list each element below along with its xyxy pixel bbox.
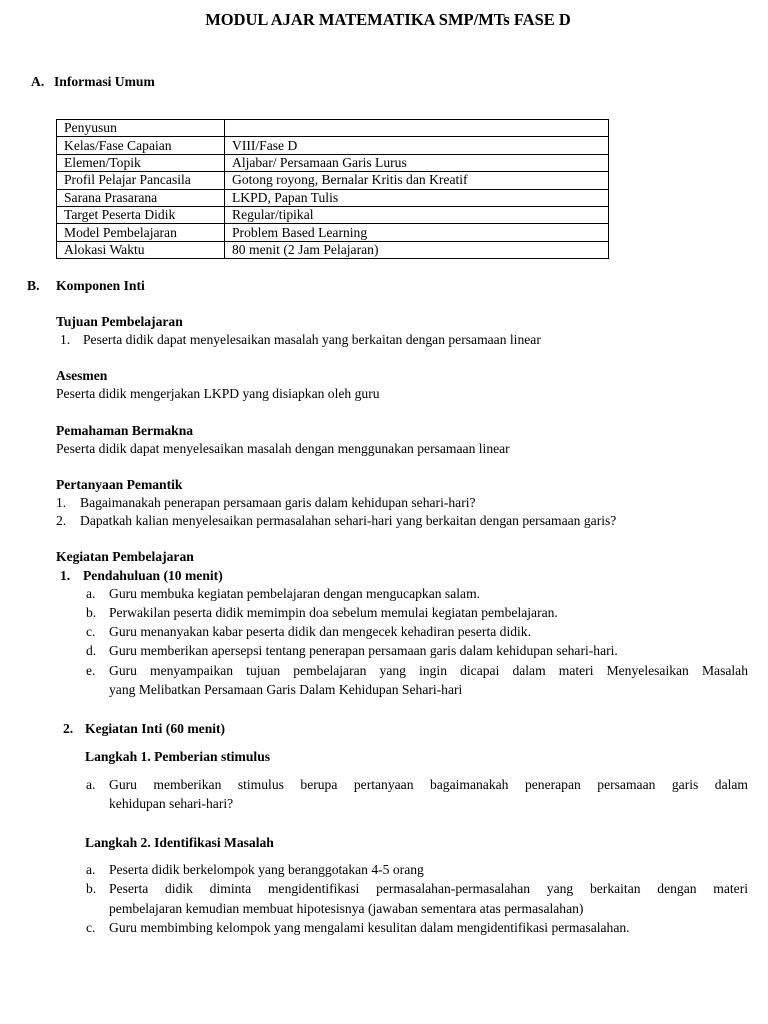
section-b-heading: Komponen Inti [56, 278, 145, 293]
list-item: Peserta didik dapat menyelesaikan masalah yang berkaitan dengan persamaan linear [83, 332, 541, 347]
list-item: Dapatkah kalian menyelesaikan permasalahan sehari-hari yang berkaitan dengan persamaan garis? [80, 513, 617, 528]
list-item-number: 1. [60, 332, 71, 347]
table-row [57, 154, 609, 171]
table-cell-label: Penyusun [57, 120, 225, 137]
list-item: Bagaimanakah penerapan persamaan garis dalam kehidupan sehari-hari? [80, 495, 476, 510]
langkah1-heading: Langkah 1. Pemberian stimulus [85, 749, 271, 764]
table-cell-label: Alokasi Waktu [57, 241, 225, 258]
table-cell-value [225, 120, 609, 137]
asesmen-text: Peserta didik mengerjakan LKPD yang disiapkan oleh guru [56, 386, 380, 401]
table-cell-label: Sarana Prasarana [57, 189, 225, 206]
list-item-letter: a. [86, 586, 96, 601]
table-cell-label: Kelas/Fase Capaian [57, 137, 225, 154]
table-cell-label: Target Peserta Didik [57, 206, 225, 223]
list-item-letter: d. [86, 643, 97, 658]
tujuan-heading: Tujuan Pembelajaran [56, 314, 183, 329]
list-item: Guru memberikan apersepsi tentang penerapan persamaan garis dalam kehidupan sehari-hari. [109, 643, 618, 658]
list-item-letter: a. [86, 862, 96, 877]
list-item: Guru menanyakan kabar peserta didik dan mengecek kehadiran peserta didik. [109, 624, 531, 639]
pemahaman-text: Peserta didik dapat menyelesaikan masalah dengan menggunakan persamaan linear [56, 441, 510, 456]
pendahuluan-number: 1. [60, 568, 71, 583]
section-b-marker: B. [27, 278, 40, 293]
list-item-number: 2. [56, 513, 67, 528]
table-row [57, 241, 609, 258]
list-item-letter: c. [86, 624, 96, 639]
table-cell-value: 80 menit (2 Jam Pelajaran) [225, 241, 609, 258]
list-item-number: 1. [56, 495, 67, 510]
list-item-letter: a. [86, 777, 96, 792]
table-row [57, 120, 609, 137]
list-item: Peserta didik berkelompok yang beranggotakan 4-5 orang [109, 862, 424, 877]
list-item-letter: c. [86, 920, 96, 935]
list-item-line1: Peserta didik diminta mengidentifikasi permasalahan-permasalahan yang berkaitan dengan materi [109, 881, 748, 896]
list-item: Guru membimbing kelompok yang mengalami kesulitan dalam mengidentifikasi permasalahan. [109, 920, 630, 935]
kegiatan-heading: Kegiatan Pembelajaran [56, 549, 194, 564]
table-cell-value: LKPD, Papan Tulis [225, 189, 609, 206]
table-row [57, 137, 609, 154]
table-cell-label: Profil Pelajar Pancasila [57, 172, 225, 189]
table-cell-value: Regular/tipikal [225, 206, 609, 223]
pertanyaan-heading: Pertanyaan Pemantik [56, 477, 183, 492]
langkah2-heading: Langkah 2. Identifikasi Masalah [85, 835, 274, 850]
section-a-marker: A. [31, 74, 45, 89]
list-item-letter: b. [86, 605, 97, 620]
list-item: Perwakilan peserta didik memimpin doa sebelum memulai kegiatan pembelajaran. [109, 605, 558, 620]
page-title: MODUL AJAR MATEMATIKA SMP/MTs FASE D [205, 10, 571, 29]
section-a-heading: Informasi Umum [54, 74, 155, 89]
inti-heading: Kegiatan Inti (60 menit) [85, 721, 226, 736]
list-item-line2: yang Melibatkan Persamaan Garis Dalam Kehidupan Sehari-hari [109, 682, 463, 697]
table-cell-value: Aljabar/ Persamaan Garis Lurus [225, 154, 609, 171]
table-row [57, 189, 609, 206]
inti-number: 2. [63, 721, 74, 736]
table-cell-label: Elemen/Topik [57, 154, 225, 171]
list-item-line2: kehidupan sehari-hari? [109, 796, 234, 811]
list-item-letter: b. [86, 881, 97, 896]
pendahuluan-heading: Pendahuluan (10 menit) [83, 568, 223, 583]
table-row [57, 172, 609, 189]
table-cell-label: Model Pembelajaran [57, 224, 225, 241]
table-row [57, 206, 609, 223]
list-item-line1: Guru menyampaikan tujuan pembelajaran yang ingin dicapai dalam materi Menyelesaikan Masalah [109, 663, 748, 678]
info-table [56, 119, 609, 259]
table-row [57, 224, 609, 241]
list-item: Guru membuka kegiatan pembelajaran dengan mengucapkan salam. [109, 586, 481, 601]
table-cell-value: Gotong royong, Bernalar Kritis dan Kreatif [225, 172, 609, 189]
list-item-letter: e. [86, 663, 96, 678]
list-item-line2: pembelajaran kemudian membuat hipotesisnya (jawaban sementara atas permasalahan) [109, 901, 584, 916]
table-cell-value: VIII/Fase D [225, 137, 609, 154]
table-cell-value: Problem Based Learning [225, 224, 609, 241]
list-item-line1: Guru memberikan stimulus berupa pertanyaan bagaimanakah penerapan persamaan garis dalam [109, 777, 748, 792]
pemahaman-heading: Pemahaman Bermakna [56, 423, 194, 438]
asesmen-heading: Asesmen [56, 368, 108, 383]
